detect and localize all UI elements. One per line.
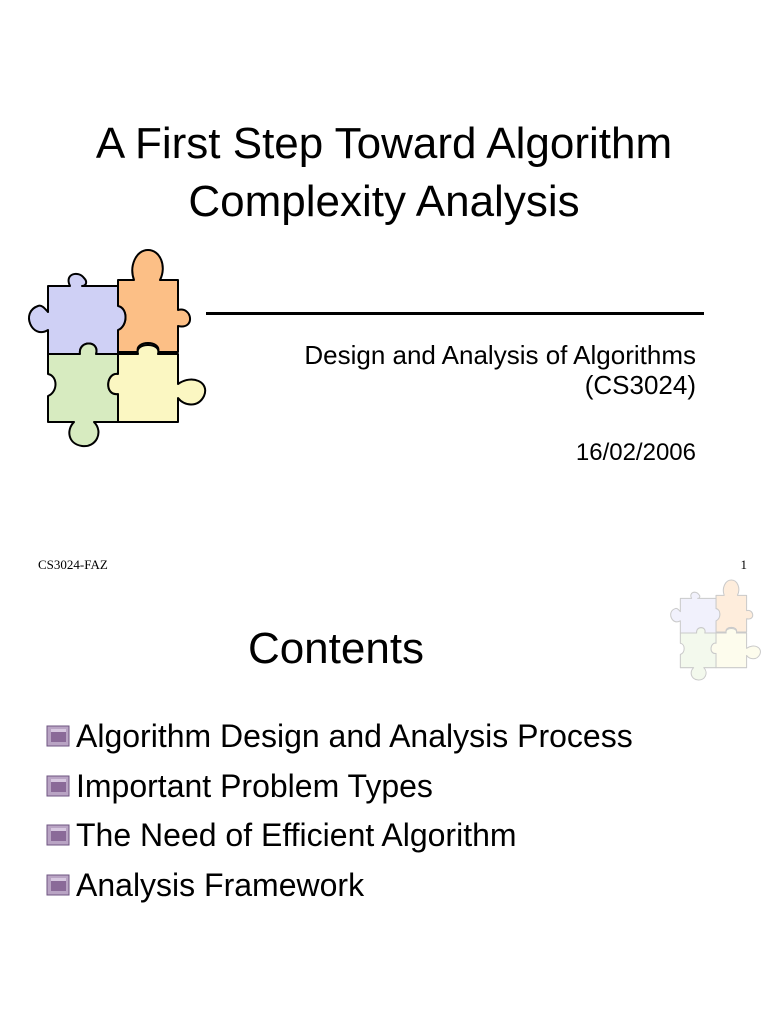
- list-item-label: Important Problem Types: [76, 767, 433, 804]
- list-item: [46, 764, 633, 814]
- slide-date: 16/02/2006: [575, 439, 696, 466]
- subtitle-line-1: Design and Analysis of Algorithms: [304, 340, 696, 370]
- list-item: [46, 863, 633, 913]
- slide-title-line-1: A First Step Toward Algorithm: [95, 119, 673, 168]
- page-number: 1: [740, 557, 747, 572]
- list-item: [46, 714, 633, 764]
- slide-subtitle: [196, 340, 696, 400]
- list-item-label: The Need of Efficient Algorithm: [76, 817, 517, 853]
- subtitle-line-2: (CS3024): [584, 370, 696, 400]
- puzzle-pieces-icon: [22, 246, 210, 454]
- square-bullet-icon: [46, 775, 70, 797]
- square-bullet-icon: [46, 824, 70, 846]
- contents-slide: [0, 578, 768, 1024]
- footer-course-code: CS3024-FAZ: [38, 557, 108, 572]
- list-item: [46, 813, 633, 863]
- slide-title: [0, 115, 768, 231]
- square-bullet-icon: [46, 725, 70, 747]
- list-item-label: Algorithm Design and Analysis Process: [76, 718, 633, 754]
- divider-line: [206, 312, 704, 315]
- slide-title: Contents: [247, 624, 425, 673]
- slide-title-line-2: Complexity Analysis: [188, 177, 580, 226]
- square-bullet-icon: [46, 874, 70, 896]
- list-item-label: Analysis Framework: [76, 866, 365, 903]
- puzzle-pieces-icon: [662, 578, 768, 684]
- contents-list: [46, 714, 633, 912]
